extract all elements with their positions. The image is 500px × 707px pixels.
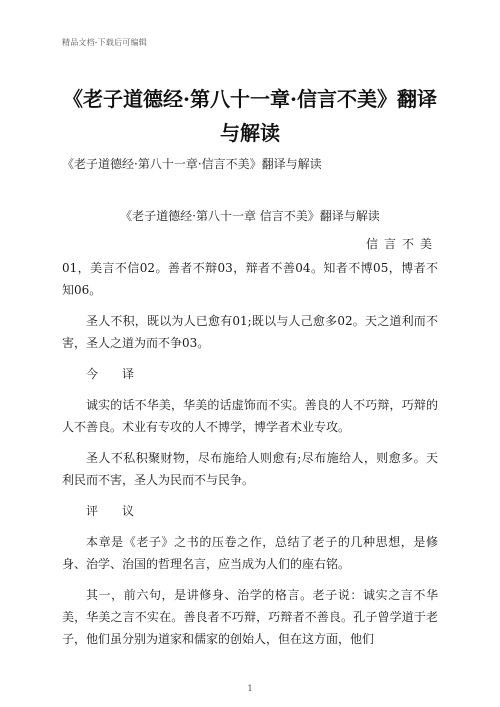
header-note: 精品文档-下载后可编辑	[62, 38, 147, 47]
chapter-name: 信言不美	[365, 237, 438, 251]
heading-translation: 今 译	[86, 367, 135, 381]
paragraph-6: 其一，前六句，是讲修身、治学的格言。老子说：诚实之言不华美，华美之言不实在。善良者不巧辩，巧辩者不善良。孔子曾学道于老子，他们虽分别为道家和儒家的创始人，但在这方面，他们	[62, 588, 438, 646]
paragraph-5: 本章是《老子》之书的压卷之作，总结了老子的几种思想，是修身、治学、治国的哲理名言，应当成为人们的座右铭。	[62, 535, 438, 571]
paragraph-1: 01，美言不信02。善者不辩03，辩者不善04。知者不博05，博者不知06。	[62, 261, 438, 297]
document-title: 《老子道德经·第八十一章·信言不美》翻译与解读	[63, 87, 437, 145]
document-subtitle: 《老子道德经·第八十一章·信言不美》翻译与解读	[62, 157, 322, 171]
paragraph-4: 圣人不私积聚财物，尽布施给人则愈有;尽布施给人，则愈多。天利民而不害，圣人为民而不与民争。	[62, 451, 438, 487]
paragraph-3: 诚实的话不华美，华美的话虚饰而不实。善良的人不巧辩，巧辩的人不善良。术业有专攻的人不博学，博学者术业专攻。	[62, 398, 438, 434]
paragraph-2: 圣人不积，既以为人已愈有01;既以与人己愈多02。天之道利而不害，圣人之道为而不争03。	[62, 314, 438, 350]
page-number: 1	[247, 684, 253, 693]
section-heading: 《老子道德经·第八十一章 信言不美》翻译与解读	[120, 209, 380, 223]
document-body	[62, 205, 438, 659]
heading-commentary: 评 议	[86, 504, 135, 518]
